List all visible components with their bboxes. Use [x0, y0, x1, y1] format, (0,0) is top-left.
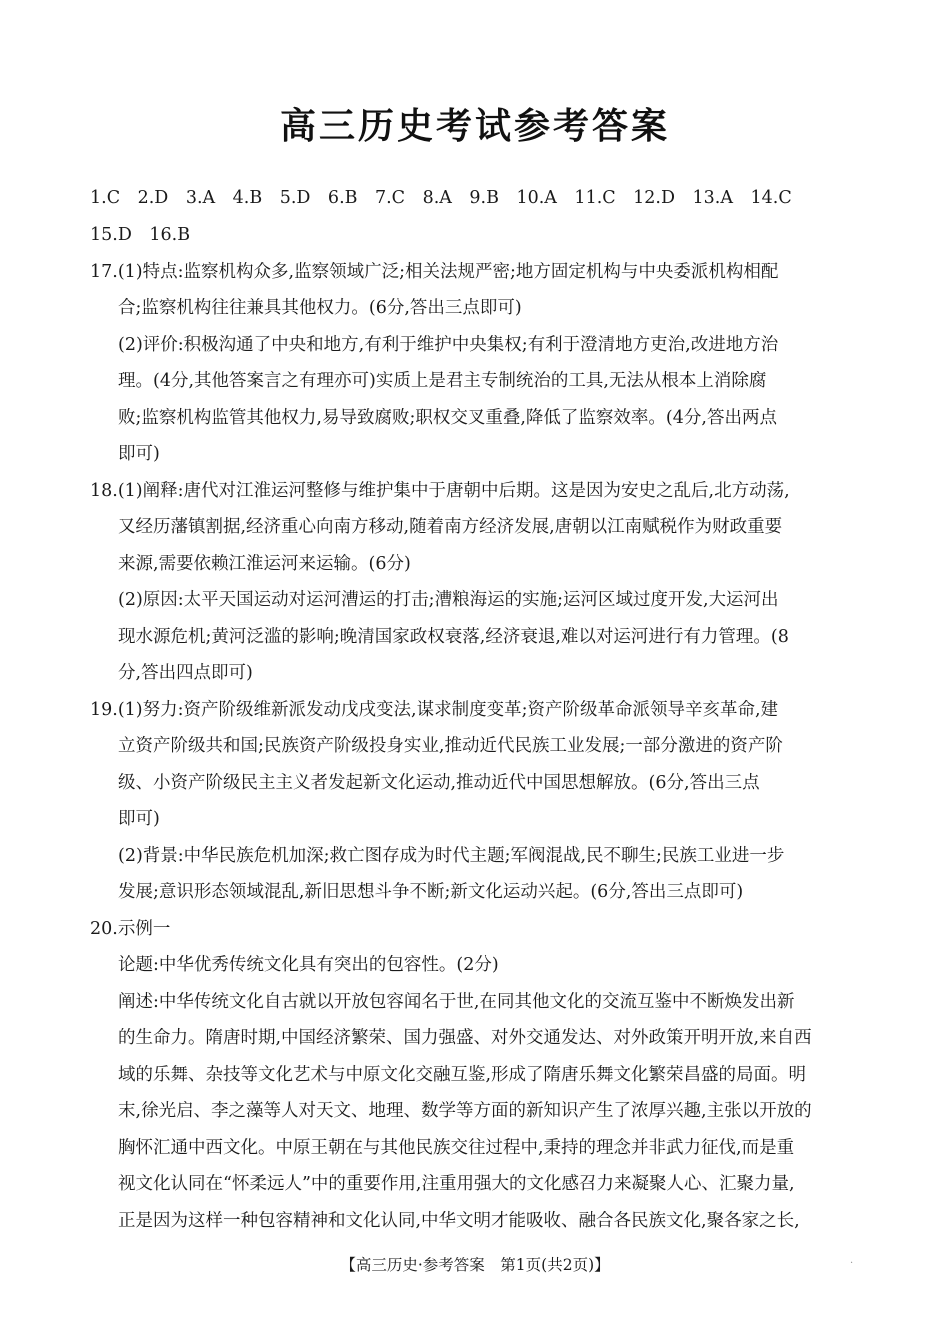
q20-line-7: 胸怀汇通中西文化。中原王朝在与其他民族交往过程中,秉持的理念并非武力征伐,而是重 [118, 1138, 795, 1158]
q20-line-6: 末,徐光启、李之藻等人对天文、地理、数学等方面的新知识产生了浓厚兴趣,主张以开放的 [118, 1101, 812, 1121]
q19-line-2: 立资产阶级共和国;民族资产阶级投身实业,推动近代民族工业发展;一部分激进的资产阶 [118, 736, 783, 756]
page-footer: 【高三历史·参考答案 第1页(共2页)】 [340, 1256, 610, 1274]
q20-line-3: 阐述:中华传统文化自古就以开放包容闻名于世,在同其他文化的交流互鉴中不断焕发出新 [118, 992, 795, 1012]
q18-line-6: 分,答出四点即可) [118, 663, 253, 683]
choices-line-2: 15.D 16.B [90, 225, 191, 245]
q20-line-4: 的生命力。隋唐时期,中国经济繁荣、国力强盛、对外交通发达、对外政策开明开放,来自西 [118, 1028, 812, 1048]
choices-line-1: 1.C 2.D 3.A 4.B 5.D 6.B 7.C 8.A 9.B 10.A 11.C 12.D 13.A 14.C [90, 188, 792, 208]
q20-line-9: 正是因为这样一种包容精神和文化认同,中华文明才能吸收、融合各民族文化,聚各家之长, [118, 1211, 800, 1231]
q20-line-2: 论题:中华优秀传统文化具有突出的包容性。(2分) [118, 955, 499, 975]
q19-line-5: (2)背景:中华民族危机加深;救亡图存成为时代主题;军阀混战,民不聊生;民族工业进一步 [118, 846, 785, 866]
q20-line-5: 域的乐舞、杂技等文化艺术与中原文化交融互鉴,形成了隋唐乐舞文化繁荣昌盛的局面。明 [118, 1065, 807, 1085]
q17-line-4: 理。(4分,其他答案言之有理亦可)实质上是君主专制统治的工具,无法从根本上消除腐 [118, 371, 767, 391]
q19-line-3: 级、小资产阶级民主主义者发起新文化运动,推动近代中国思想解放。(6分,答出三点 [118, 773, 760, 793]
q18-line-5: 现水源危机;黄河泛滥的影响;晚清国家政权衰落,经济衰退,难以对运河进行有力管理。(8 [118, 627, 789, 647]
q17-line-2: 合;监察机构往往兼具其他权力。(6分,答出三点即可) [118, 298, 522, 318]
q17-line-6: 即可) [118, 444, 160, 464]
q19-line-6: 发展;意识形态领域混乱,新旧思想斗争不断;新文化运动兴起。(6分,答出三点即可) [118, 882, 744, 902]
q19-line-1: 19.(1)努力:资产阶级维新派发动戊戌变法,谋求制度变革;资产阶级革命派领导辛亥革命,建 [90, 700, 779, 720]
q17-line-3: (2)评价:积极沟通了中央和地方,有利于维护中央集权;有利于澄清地方吏治,改进地方治 [118, 335, 779, 355]
q18-line-1: 18.(1)阐释:唐代对江淮运河整修与维护集中于唐朝中后期。这是因为安史之乱后,北方动荡, [90, 481, 790, 501]
footer-mark: · [850, 1258, 854, 1269]
q18-line-4: (2)原因:太平天国运动对运河漕运的打击;漕粮海运的实施;运河区域过度开发,大运河出 [118, 590, 779, 610]
q17-line-5: 败;监察机构监管其他权力,易导致腐败;职权交叉重叠,降低了监察效率。(4分,答出两点 [118, 408, 777, 428]
q18-line-2: 又经历藩镇割据,经济重心向南方移动,随着南方经济发展,唐朝以江南赋税作为财政重要 [118, 517, 783, 537]
q18-line-3: 来源,需要依赖江淮运河来运输。(6分) [118, 554, 411, 574]
q20-line-8: 视文化认同在“怀柔远人”中的重要作用,注重用强大的文化感召力来凝聚人心、汇聚力量, [118, 1174, 795, 1194]
q17-line-1: 17.(1)特点:监察机构众多,监察领域广泛;相关法规严密;地方固定机构与中央委派机构相配 [90, 262, 779, 282]
q20-line-1: 20.示例一 [90, 919, 171, 939]
q19-line-4: 即可) [118, 809, 160, 829]
page-title: 高三历史考试参考答案 [279, 106, 670, 147]
